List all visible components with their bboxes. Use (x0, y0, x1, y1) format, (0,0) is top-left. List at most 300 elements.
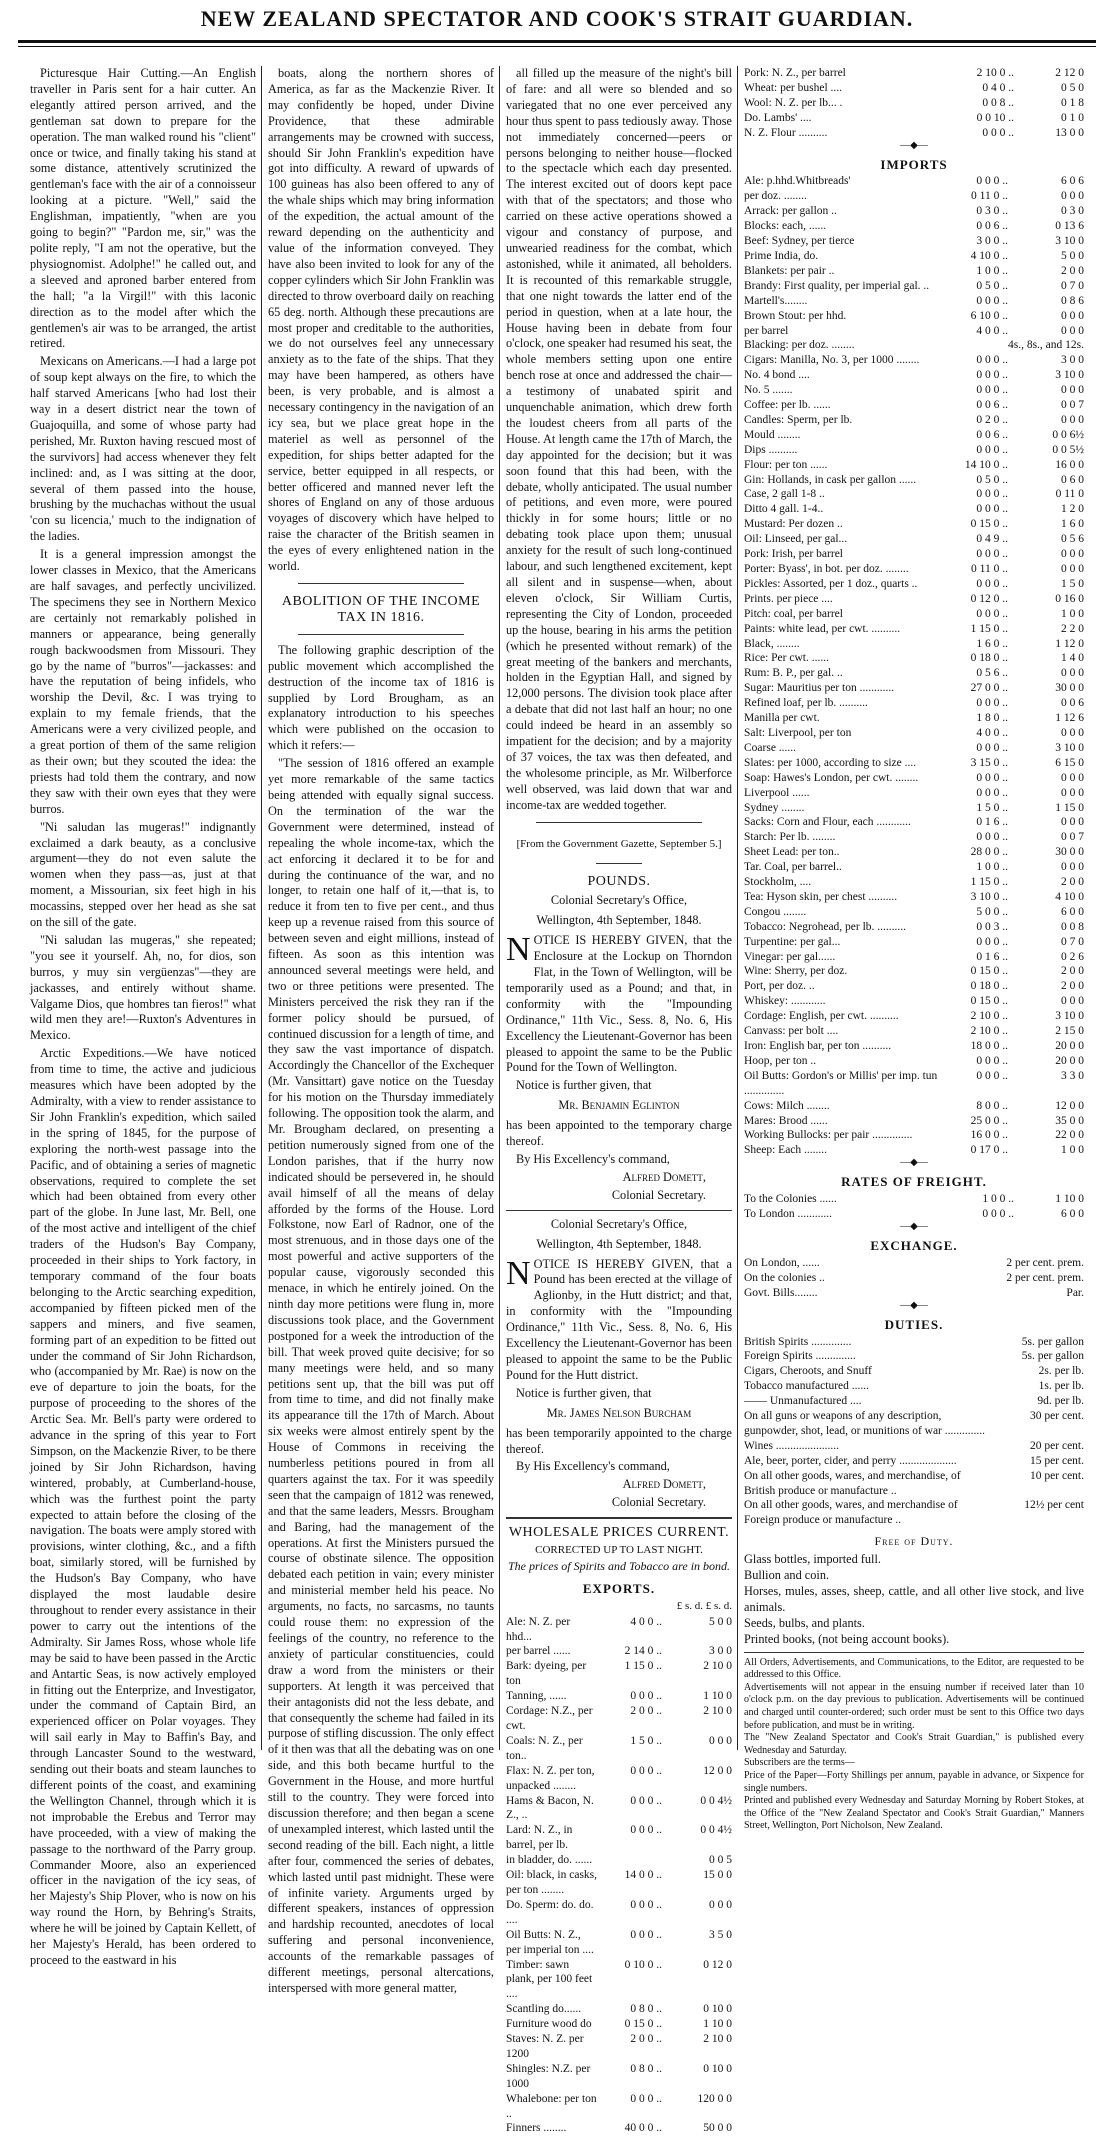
item-name: Congou ........ (744, 905, 807, 918)
item-price: 1 10 0 (703, 1690, 732, 1703)
price-row (744, 622, 1084, 637)
item-price: 0 0 0 .. (976, 1054, 1008, 1067)
item-name: per doz. ........ (744, 190, 807, 203)
item-name: Brown Stout: per hhd. (744, 309, 847, 322)
item-name: Iron: English bar, per ton .......... (744, 1040, 892, 1052)
item-price: 14 10 0 .. (964, 458, 1008, 471)
item-price: 1 10 0 (703, 2018, 732, 2031)
notice-role: Colonial Secretary. (611, 1187, 706, 1202)
price-row (744, 204, 1084, 219)
price-row (744, 383, 1084, 398)
price-row (744, 234, 1084, 249)
notice-line: The "New Zealand Spectator and Cook's Strait Guardian," is published every Wednesday and Saturday. (744, 1732, 1084, 1756)
item-price: 1 0 0 (1061, 607, 1084, 620)
price-row (744, 502, 1084, 517)
price-row (744, 324, 1084, 339)
item-price: 0 5 0 (1061, 81, 1084, 94)
price-row (744, 1039, 1084, 1054)
item-name: Sacks: Corn and Flour, each ............ (744, 816, 911, 829)
price-row (744, 1128, 1084, 1143)
item-price: 2 10 0 (703, 2033, 732, 2046)
notice-command: By His Excellency's command, (516, 1152, 670, 1166)
item-price: 0 0 0 .. (976, 384, 1008, 397)
column-3 (506, 66, 732, 2135)
item-price: 2 per cent. prem. (1006, 1271, 1084, 1284)
prices-note: The prices of Spirits and Tobacco are in bond. (507, 1558, 731, 1573)
article-paragraph: It is a general impression amongst the lower classes in Mexico, that the Americans are half savages, and perfectly uncivilized. The specimens they see in Northern Mexico are certainly not remarkably polished in manners or appearance, being generally rough backwoodsmen from Missouri. They go by the name of "burros"—jackasses: and have the reputation of being infidels, who worship the Devil, &c. I was trying to explain to my female friends, that the Americans were a very civilized people, and a great portion of them of the same religion as their own; but they scouted the idea: the priests had told them the contrary, and now they saw with their own eyes that they were burros. (30, 547, 256, 816)
item-name: To London ............ (744, 1208, 832, 1221)
item-price: 0 0 8 (1061, 920, 1084, 933)
item-name: Sheet Lead: per ton.. (744, 846, 840, 859)
price-row (744, 294, 1084, 309)
item-name: Port, per doz. .. (744, 980, 815, 993)
price-row (744, 126, 1084, 141)
item-name: Rum: B. P., per gal. .. (744, 667, 843, 680)
item-price: 0 5 6 .. (976, 667, 1008, 680)
item-name: Pickles: Assorted, per 1 doz., quarts .. (744, 577, 918, 590)
item-price: 0 10 0 .. (624, 1958, 662, 1971)
free-heading: Free of Duty. (874, 1534, 954, 1549)
item-price: 1 5 0 .. (630, 1734, 662, 1747)
item-price: 0 0 0 (709, 1734, 732, 1747)
item-price: 0 1 6 .. (976, 816, 1008, 829)
item-price: 0 0 0 (1061, 786, 1084, 799)
item-price: 4 10 0 .. (970, 249, 1008, 262)
item-price: 1 5 0 (1061, 577, 1084, 590)
item-price: 0 0 6½ (1052, 428, 1084, 441)
item-name: Coarse ...... (744, 741, 797, 754)
item-price: 0 0 7 (1061, 399, 1084, 412)
notice-line: All Orders, Advertisements, and Communications, to the Editor, are requested to be addressed to this Office. (744, 1656, 1084, 1681)
item-price: 1 0 0 .. (982, 1193, 1014, 1206)
free-list (744, 1552, 1084, 1647)
item-name: Manilla per cwt. (744, 712, 820, 725)
exchange-heading: EXCHANGE. (870, 1237, 958, 1253)
price-row (744, 532, 1084, 547)
item-name: Sugar: Mauritius per ton ............ (744, 682, 895, 695)
masthead (18, 6, 1096, 32)
item-price: 0 8 0 .. (630, 2003, 662, 2016)
item-price: 0 5 0 .. (976, 473, 1008, 486)
item-price: 0 0 0 .. (976, 354, 1008, 367)
item-name: Dips .......... (744, 443, 798, 456)
item-price: 0 11 0 .. (971, 190, 1008, 203)
item-price: 1 6 0 (1061, 518, 1084, 531)
item-price: 0 8 6 (1061, 294, 1084, 307)
duties-table (744, 1335, 1084, 1529)
price-row (744, 905, 1084, 920)
item-price: 15 0 0 (703, 1869, 732, 1882)
column-1 (30, 66, 256, 1967)
item-name: Candles: Sperm, per lb. (744, 413, 853, 426)
price-row (744, 562, 1084, 577)
item-price: 1 4 0 (1061, 652, 1084, 665)
item-price: 0 0 0 (1061, 726, 1084, 739)
price-row (744, 111, 1084, 126)
item-price: 1 5 0 .. (976, 801, 1008, 814)
item-name: Salt: Liverpool, per ton (744, 726, 852, 739)
item-price: 35 0 0 (1055, 1114, 1084, 1127)
item-price: 0 1 8 (1061, 96, 1084, 109)
item-price: 0 0 0 .. (976, 786, 1008, 799)
item-price: 0 0 0 .. (630, 2092, 662, 2105)
price-row (744, 338, 1084, 353)
notice-further: Notice is further given, that (516, 1385, 652, 1400)
notice-body: OTICE IS HEREBY GIVEN, that a Pound has been erected at the village of Aglionby, in the Hutt district; and that, in conformity with the "Impounding Ordinance," 11th Vic., Sess. 8, No. 6, His Excellency the Lieutenant-Governor has been pleased to appoint the same to be the Public Pound for the Hutt district. (506, 1256, 732, 1382)
item-price: 3 10 0 (1055, 235, 1084, 248)
item-price: 0 0 0 (1061, 324, 1084, 337)
article-paragraph: "Ni saludan las mugeras," she repeated; "you see it yourself. Ah, no, for dios, son burros, y muy sin vergüenzas"—they are jackasses, and entirely without shame. Valgame Dios, que hombres tan fieros!" what wild men they are!—Ruxton's Adventures in Mexico. (30, 932, 256, 1043)
item-name: Govt. Bills........ (744, 1286, 818, 1299)
item-name: Flax: N. Z. per ton, unpacked ........ (506, 1764, 595, 1792)
item-price: 0 0 6 (1061, 697, 1084, 710)
item-name: Wine: Sherry, per doz. (744, 965, 848, 978)
price-row (744, 1143, 1084, 1158)
price-row (744, 1286, 1084, 1301)
item-name: Lard: N. Z., in barrel, per lb. (506, 1824, 573, 1852)
item-price: 0 0 0 .. (976, 935, 1008, 948)
price-row (744, 592, 1084, 607)
ornament-divider: —◆— (900, 1220, 928, 1232)
item-price: 3 15 0 .. (970, 756, 1008, 769)
freight-heading: RATES OF FREIGHT. (841, 1174, 987, 1190)
price-row (744, 1099, 1084, 1114)
item-price: 0 0 0 (1061, 413, 1084, 426)
item-price: 0 15 0 .. (970, 518, 1008, 531)
price-row (744, 1498, 1084, 1528)
item-price: 15 per cent. (1030, 1454, 1084, 1467)
item-price: 0 0 0 .. (976, 607, 1008, 620)
price-row (744, 1335, 1084, 1350)
notice-office: Colonial Secretary's Office, (550, 1216, 688, 1231)
item-price: 3 0 0 .. (976, 235, 1008, 248)
item-price: 2 0 0 .. (630, 1705, 662, 1718)
column-divider (261, 66, 262, 1750)
notice-1 (506, 933, 732, 1076)
item-name: To the Colonies ...... (744, 1193, 837, 1206)
price-row (744, 726, 1084, 741)
appointee-name: Mr. James Nelson Burcham (546, 1405, 692, 1420)
price-row (744, 994, 1084, 1009)
item-name: Cordage: N.Z., per cwt. (506, 1705, 593, 1732)
item-name: Paints: white lead, per cwt. .......... (744, 622, 901, 635)
item-price: 0 1 6 .. (976, 950, 1008, 963)
price-row (744, 174, 1084, 189)
item-price: 2 per cent. prem. (1006, 1256, 1084, 1269)
price-row (744, 487, 1084, 502)
notice-signer: Alfred Domett, (622, 1477, 706, 1492)
item-price: 1 2 0 (1061, 503, 1084, 516)
item-price: 1 12 0 (1055, 637, 1084, 650)
price-row (744, 979, 1084, 994)
price-row (744, 219, 1084, 234)
item-name: Black, ........ (744, 637, 800, 650)
column-2 (268, 66, 494, 1995)
price-row (506, 1659, 732, 1689)
item-price: 2 10 0 .. (970, 1010, 1008, 1023)
item-price: 1 15 0 .. (970, 622, 1008, 635)
item-price: 0 0 0 (1061, 548, 1084, 561)
divider (536, 822, 702, 823)
item-name: On all guns or weapons of any description, gunpowder, shot, lead, or munitions of war .............. (744, 1410, 986, 1437)
notice-office: Colonial Secretary's Office, (550, 893, 688, 908)
item-price: 0 11 0 (1055, 488, 1084, 501)
item-name: per barrel (744, 324, 789, 337)
item-price: 2 12 0 (1055, 67, 1084, 79)
price-row (744, 1409, 1084, 1439)
item-price: 13 0 0 (1055, 126, 1084, 139)
item-name: Timber: sawn plank, per 100 feet .... (506, 1958, 593, 2001)
price-row (744, 786, 1084, 801)
item-price: 2 14 0 .. (624, 1645, 662, 1658)
price-row (744, 353, 1084, 368)
item-price: 14 0 0 .. (624, 1869, 662, 1882)
item-price: 5s. per gallon (1021, 1350, 1084, 1363)
price-row (744, 1069, 1084, 1099)
free-item: Glass bottles, imported full. (744, 1552, 881, 1567)
item-price: 0 10 0 (703, 2062, 732, 2075)
item-price: 30 0 0 (1055, 682, 1084, 695)
item-price: 30 0 0 (1055, 846, 1084, 859)
item-name: Martell's........ (744, 294, 808, 307)
item-price: 0 0 6 .. (976, 399, 1008, 412)
item-price: 0 0 10 .. (976, 111, 1014, 124)
price-row (744, 1114, 1084, 1129)
item-price: 0 0 0 (1061, 667, 1084, 680)
item-price: 0 8 0 .. (630, 2062, 662, 2075)
item-price: 0 0 5 (709, 1854, 732, 1867)
item-name: Mustard: Per dozen .. (744, 518, 843, 531)
notice-line: Printed and published every Wednesday and Saturday Morning by Robert Stokes, at the Office of the "New Zealand Spectator and Cook's Strait Guardian," Manners Street, Wellington, Port Nicholson, New Zealand. (744, 1795, 1084, 1832)
price-row (506, 1958, 732, 2003)
item-name: Ale, beer, porter, cider, and perry .................... (744, 1454, 957, 1467)
ornament-divider: —◆— (900, 1157, 928, 1169)
price-row (744, 815, 1084, 830)
item-price: 0 4 9 .. (976, 533, 1008, 546)
item-price: 3 10 0 .. (970, 890, 1008, 903)
item-name: Case, 2 gall 1-8 .. (744, 488, 825, 501)
prices-heading: WHOLESALE PRICES CURRENT. (508, 1525, 730, 1541)
item-price: 1 15 0 (1055, 801, 1084, 814)
item-price: 0 12 0 (703, 1958, 732, 1971)
pounds-heading: POUNDS. (587, 873, 651, 889)
item-price: 0 7 0 (1061, 935, 1084, 948)
item-price: 0 0 0 (1061, 384, 1084, 397)
price-row (506, 2092, 732, 2122)
item-price: 0 0 0 .. (630, 1764, 662, 1777)
item-name: No. 4 bond .... (744, 369, 810, 382)
item-name: Pitch: coal, per barrel (744, 607, 843, 620)
article-hair-cutting: Picturesque Hair Cutting.—An English traveller in Paris sent for a hair cutter. An elegantly attired person arrived, and the gentleman sat down to prepare for the operation. The man walked round his "client" once or twice, and finally taking his stand at some distance, attentively scrutinized the gentleman's face with the air of a connoisseur looking at a picture. "Well," said the Englishman, impatiently, "when are you going to begin?" "Pardon me, sir," was the polite reply, "I am not the operative, but the physiognomist. Adolphe!" he called out, and a sleeved and aproned barber entered from the hall; "a la Virgil!" with this laconic direction as to the model after which the gentlemen's air was to be arranged, the artist retired. (30, 66, 256, 351)
price-row (506, 1823, 732, 1853)
item-price: 3 10 0 (1055, 369, 1084, 382)
item-name: Beef: Sydney, per tierce (744, 235, 855, 248)
item-name: Tobacco manufactured ...... (744, 1380, 870, 1393)
item-price (598, 1853, 662, 1868)
price-row (744, 651, 1084, 666)
item-price: 20 0 0 (1055, 1040, 1084, 1052)
item-name: Arrack: per gallon .. (744, 205, 837, 218)
item-price: 6 0 6 (1061, 175, 1084, 188)
item-name: Ditto 4 gall. 1-4.. (744, 503, 824, 516)
price-row (506, 1734, 732, 1764)
item-name: Coals: N. Z., per ton.. (506, 1734, 583, 1762)
price-row (744, 920, 1084, 935)
price-row (744, 517, 1084, 532)
item-price: Par. (1066, 1286, 1084, 1299)
price-row (744, 666, 1084, 681)
price-row (744, 189, 1084, 204)
item-price: 18 0 0 .. (970, 1040, 1008, 1052)
item-name: Whiskey: ............ (744, 995, 826, 1008)
price-row (744, 607, 1084, 622)
item-price: 27 0 0 .. (970, 682, 1008, 695)
notice-2 (506, 1254, 732, 1384)
price-row (744, 1054, 1084, 1069)
item-name: Ale: p.hhd.Whitbreads' (744, 175, 851, 188)
price-row (744, 66, 1084, 81)
imports-heading: IMPORTS (880, 156, 948, 172)
item-price: 120 0 0 (697, 2092, 732, 2105)
notice-date: Wellington, 4th September, 1848. (536, 913, 702, 928)
item-name: in bladder, do. ...... (506, 1854, 593, 1867)
item-price: 0 0 0 (1061, 861, 1084, 874)
item-name: Blocks: each, ...... (744, 220, 827, 233)
item-price: 0 11 0 .. (971, 563, 1008, 575)
item-price: 0 0 0 (1061, 995, 1084, 1008)
item-price: 3 0 0 (709, 1645, 732, 1658)
price-row (744, 413, 1084, 428)
notice-line: Price of the Paper—Forty Shillings per annum, payable in advance, or Sixpence for single numbers. (744, 1769, 1084, 1794)
price-row (506, 1764, 732, 1794)
item-price: 1 0 0 .. (976, 861, 1008, 874)
exports-heading: EXPORTS. (582, 1580, 656, 1596)
item-price: 0 0 0 (1061, 563, 1084, 575)
price-row (506, 2062, 732, 2092)
item-price: 22 0 0 (1055, 1129, 1084, 1142)
item-name: On London, ...... (744, 1256, 820, 1269)
item-price: 28 0 0 .. (970, 846, 1008, 859)
price-row (506, 2032, 732, 2062)
item-name: Starch: Per lb. ........ (744, 831, 836, 844)
item-name: Bark: dyeing, per ton (506, 1660, 587, 1688)
item-name: On all other goods, wares, and merchandise of Foreign produce or manufacture .. (744, 1499, 958, 1527)
item-price: 0 0 0 .. (976, 503, 1008, 516)
price-row (744, 249, 1084, 264)
item-price: 0 0 6 .. (976, 428, 1008, 441)
article-arctic-expeditions: Arctic Expeditions.—We have noticed from time to time, the active and judicious measures which have been adopted by the Admiralty, with a view to render assistance to Sir John Franklin's expedition, which sailed in the spring of 1845, for the purpose of exploring the north-west passage into the Pacific, and of obtaining a series of magnetic observations, required to complete the set which had been obtained from every other part of the globe. In June last, Mr. Bell, one of the most active and intelligent of the chief traders of the Hudson's Bay Company, proceeded in their ships to York factory, in temporary command of the four boats belonging to the Arctic searching expedition, accompanied by fifteen picked men of the sappers and miners, and five seamen, forming part of an expedition to be fitted out under the command of Sir John Richardson, who (accompanied by Mr. Rae) is now on the eve of departure to join the boats, for the purpose of proceeding to the shores of the Arctic Sea. Mr. Bell's party were ordered to advance in the spring of this year to Fort Simpson, on the Mackenzie River, to be there joined by Sir John Richardson, having wintered, probably, at Cumberland-house, which was the furthest point the party expected to attain before the closing of the navigation. The boats were amply stored with provisions, winter clothing, &c., and a fifth boat, similarly stored, will be furnished by the Hudson's Bay Company, who have displayed the most laudable desire throughout to render every assistance in their power to carry out the intentions of the Admiralty. Sir James Ross, whose whole life may be said to have been passed in the Arctic and Antartic Seas, is now actively employed in fitting out the Enterprize, and Investigator, under the command of Captain Bird, an experienced officer on Polar voyages. They will sail early in May to Baffin's Bay, and through Lancaster Sound to the westward, sending out their boats and steam launches to different points of the coast, and examining the Wellington Channel, through which it is not improbable the Erebus and Terror may have proceeded, with a view of making the passage to the northward of the Parry group. Commander Moore, also an experienced officer in the navigation of the icy seas, of her Majesty's Ship Plover, who is now on his way round the Horn, by Behring's Straits, where he will be joined by Captain Kellett, of her Majesty's Herald, has been ordered to proceed to the eastward in his (30, 1046, 256, 1967)
item-price: 16 0 0 (1055, 458, 1084, 471)
item-price: 0 5 0 .. (976, 279, 1008, 292)
item-name: Hams & Bacon, N. Z., .. (506, 1794, 594, 1822)
item-price: 5 0 0 .. (976, 905, 1008, 918)
item-price: 0 17 0 .. (970, 1144, 1008, 1157)
item-price: 2s. per lb. (1038, 1365, 1084, 1378)
imports-table (744, 174, 1084, 1158)
price-row (506, 1689, 732, 1704)
item-price: 0 0 0 (709, 1898, 732, 1911)
item-name: Tanning, ...... (506, 1690, 567, 1703)
item-price: 12 0 0 (1055, 1099, 1084, 1112)
item-price: 1 8 0 .. (976, 712, 1008, 725)
price-row (506, 1868, 732, 1898)
price-row (744, 1379, 1084, 1394)
item-name: Liverpool ...... (744, 786, 810, 799)
item-price: 0 15 0 .. (624, 2018, 662, 2031)
price-row (744, 756, 1084, 771)
item-name: Wool: N. Z. per lb... . (744, 96, 843, 109)
item-price: 0 0 0 .. (976, 369, 1008, 382)
newspaper-title: NEW ZEALAND SPECTATOR AND COOK'S STRAIT GUARDIAN. (200, 6, 914, 31)
freight-table (744, 1192, 1084, 1222)
item-price: 0 2 6 (1061, 950, 1084, 963)
item-price: 0 0 0 .. (630, 1928, 662, 1941)
item-price: 0 0 0 .. (630, 1824, 662, 1837)
item-name: Gin: Hollands, in cask per gallon ...... (744, 473, 917, 486)
item-name: Ale: N. Z. per hhd... (506, 1615, 571, 1643)
price-row (744, 577, 1084, 592)
item-price: 16 0 0 .. (970, 1129, 1008, 1142)
price-row (744, 81, 1084, 96)
price-row (506, 1644, 732, 1659)
item-name: Oil: Linseed, per gal... (744, 533, 848, 546)
price-row (744, 801, 1084, 816)
item-price: 3 10 0 (1055, 1010, 1084, 1023)
item-name: Mares: Brood ...... (744, 1114, 828, 1127)
item-name: Whalebone: per ton .. (506, 2092, 597, 2120)
item-price: 0 12 0 .. (970, 592, 1008, 605)
item-price: 3 5 0 (709, 1928, 732, 1941)
article-paragraph: "The session of 1816 offered an example yet more remarkable of the same tactics being attended with equally signal success. On the termination of the war the Government were determined, instead of repealing the whole income-tax, which the act enforcing it declared it to be for and during the continuance of the war, and no longer, to retain one half of it,—that is, to reduce it from ten to five per cent., and thus keep up a revenue raised from this source of between seven and eight millions, instead of fifteen. As soon as this intention was announced several meetings were held, and two or three petitions were presented. The Ministers perceived the risk they ran if the former policy should be pursued, of continued discussion for a length of time, and they saw the vast importance of dispatch. Accordingly the Chancellor of the Exchequer (Mr. Vansittart) gave notice on the Tuesday for his motion on the Thursday immediately following. The opposition took the alarm, and Mr. Brougham declared, on presenting a petition numerously signed from one of the London parishes, that if the hurry now indicated should be persevered in, he should avail himself of all the means of delay afforded by the forms of the House. Lord Folkstone, now Earl of Radnor, one of the most strenuous, and in those days one of the most powerful and active supporters of the popular cause, vigorously seconded this menace, in which he entirely joined. On the ninth day more petitions were flung in, more discussions took place, and the Government postponed for a week the introduction of the bill. That week proved quite decisive; for so many meetings were held, and so many petitions sent up, that the bill was put off from time to time, and did not finally make its appearance till the 17th of March. About six weeks were almost entirely spent by the House of Commons in receiving the numberless petitions poured in from all quarters against the tax. For it was speedily seen that the campaign of 1812 was renewed, and that the same leaders, Messrs. Brougham and Baring, had the management of the operations. At first the Ministers pursued the course of obstinate silence. The opposition debated each petition in vain; every minister and ministerial member held his peace. No arguments, no facts, no sarcasms, no taunts could rouse them: no expression of the feelings of the country, no reference to the anxiety of particular constituencies, could draw a word from the ministers or their supporters. At length it was perceived that their antagonists did not the less debate, and that consequently the scheme had failed in its purpose of stifling discussion. The only effect of it then was that all the debating was on one side, and this both became hurtful to the Government in the House, and more hurtful still to the country. They were forced into discussion therefore; and then began a scene of unexampled interest, which lasted until the second reading of the bill. Each night, a little after four, commenced the series of debates, which lasted until past midnight. These were of infinite variety. Arguments urged by different speakers, instances of oppression and hardship recounted, anecdotes of local suffering and personal inconvenience, accounts of the remarkable passages of different meetings, personal altercations, interspersed with more general matter, (268, 756, 494, 1995)
item-name: Oil Butts: N. Z., per imperial ton .... (506, 1928, 594, 1956)
item-price: 1s. per lb. (1038, 1380, 1084, 1393)
item-price: 2 10 0 (703, 1660, 732, 1673)
item-price: 9d. per lb. (1037, 1395, 1084, 1408)
item-price: 0 0 0 .. (976, 175, 1008, 188)
item-price: 0 18 0 .. (970, 652, 1008, 665)
price-row (744, 368, 1084, 383)
item-name: Vinegar: per gal...... (744, 950, 836, 963)
item-price: 0 1 0 (1061, 111, 1084, 124)
price-row (744, 1207, 1084, 1222)
column-divider (737, 66, 738, 1750)
item-name: Coffee: per lb. ...... (744, 399, 831, 412)
price-row (744, 875, 1084, 890)
item-price: 0 6 0 (1061, 473, 1084, 486)
item-name: On the colonies .. (744, 1271, 825, 1284)
price-row (744, 547, 1084, 562)
item-price: 2 0 0 .. (630, 2033, 662, 2046)
item-name: Wines ...................... (744, 1439, 840, 1452)
masthead-rule (18, 40, 1096, 43)
article-continuation: all filled up the measure of the night's bill of fare: and all were so blended and so variegated that no one ever perceived any hour thus spent to pass tediously away. Those not immediately concerned—peers or persons belonging to neither house—flocked to the spectacle which each day presented. The interest excited out of doors kept pace with that of the spectators; and those who carried on these active operations showed a vigour and constancy of purpose, and unwearied readiness for the combat, which astonished, while it animated, all beholders. It is recounted of this remarkable struggle, that one night towards the latter end of the period in question, when at a late hour, the House having been in debate from four o'clock, one speaker had resumed his seat, the whole members setting upon one entire bench rose at once and addressed the chair—a testimony of unabated spirit and unquenchable animation, which drew forth the loudest cheers from all parts of the House. At length came the 17th of March, the day appointed for the decision; but it was soon found that this had been, with the debate, wholly anticipated. The usual number of petitions, and even more, were poured thickly in for some hours; little or no debating took place upon them; unusual anxiety for the result of such long-continued labour, and such lengthened excitement, kept all silent and in suspense—when, about eleven o'clock, Sir William Curtis, representing the City of London, proceeded up the house, bearing in his arms the petition (which he presented without remark) of the great meeting of the bankers and merchants, holden in the Egyptian Hall, and signed by 12,000 persons. The division took place after a debate that did not last half an hour; no one could indeed be heard in an assembly so impatient for the decision; and by a majority of 37 voices, the tax was then defeated, and the wholesome principle, as Mr. Wilberforce well observed, was laid down that war and income-tax are wedded together. (506, 66, 732, 812)
item-name: Staves: N. Z. per 1200 (506, 2033, 584, 2060)
item-name: Finners ........ (506, 2122, 567, 2135)
item-name: Cigars, Cheroots, and Snuff (744, 1365, 872, 1378)
price-row (744, 1349, 1084, 1364)
item-price: 0 0 0 .. (976, 577, 1008, 590)
price-row (744, 473, 1084, 488)
item-price: 0 13 6 (1055, 220, 1084, 233)
item-price: 0 0 0 .. (976, 741, 1008, 754)
free-item: Bullion and coin. (744, 1568, 830, 1583)
currency-header: £ s. d. £ s. d. (676, 1599, 732, 1612)
item-price: 2 2 0 (1061, 622, 1084, 635)
price-row (744, 96, 1084, 111)
item-price: 0 0 0 (1061, 816, 1084, 829)
item-price: 4 0 0 .. (976, 726, 1008, 739)
item-name: On all other goods, wares, and merchandise, of British produce or manufacture .. (744, 1469, 961, 1497)
